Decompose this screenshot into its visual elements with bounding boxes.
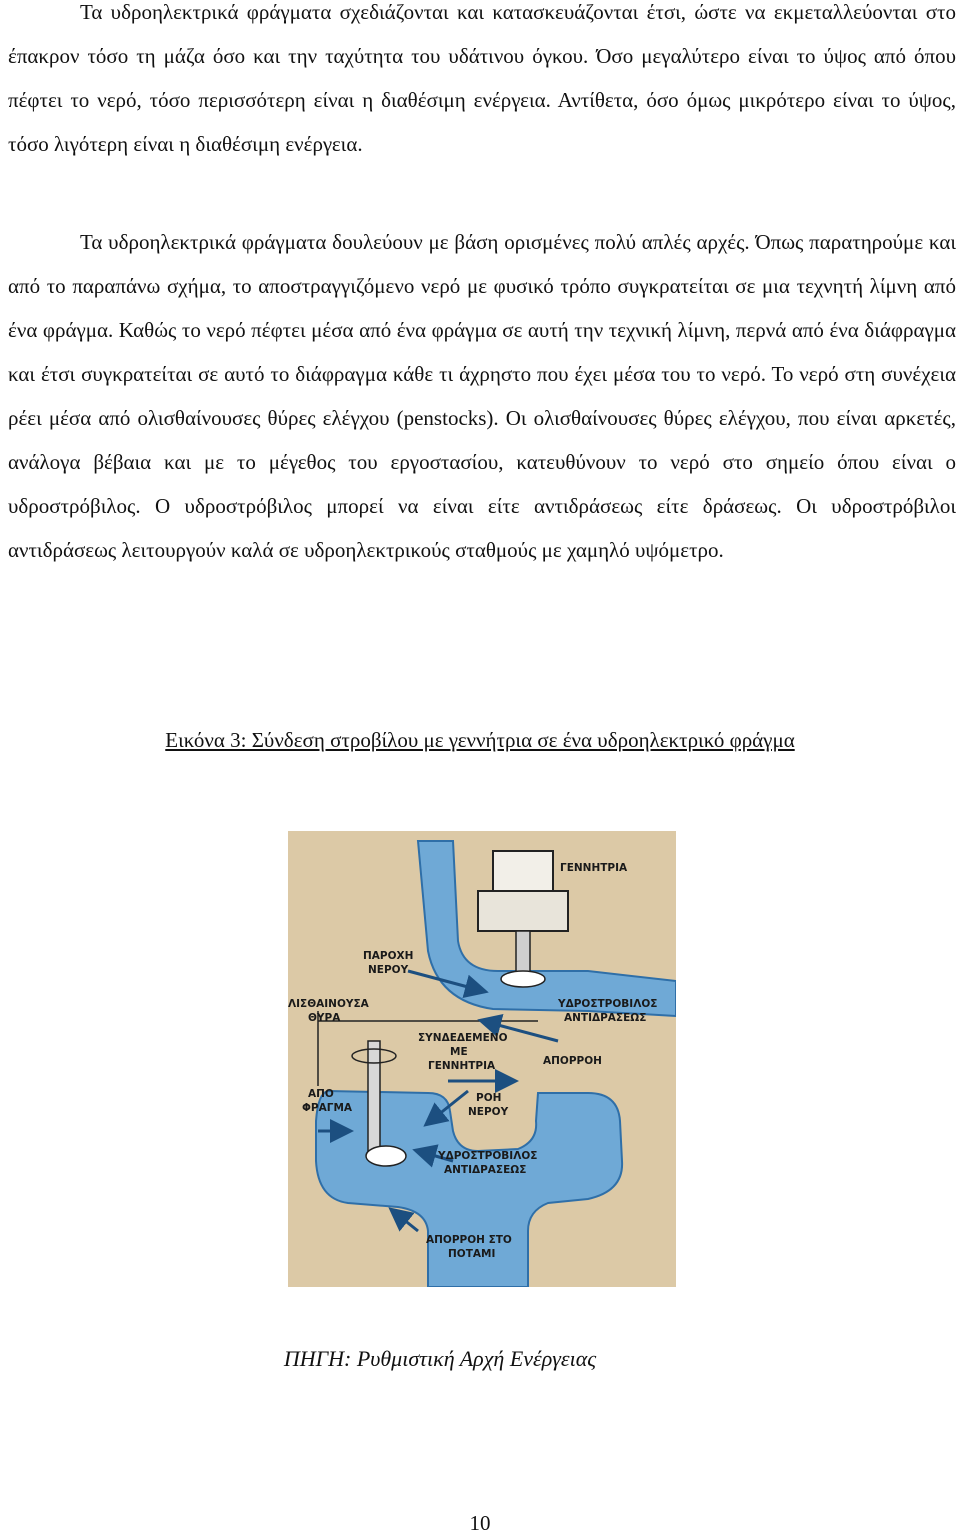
label-sliding-gate-2: ΘΥΡΑ [308,1012,341,1024]
paragraph-1: Τα υδροηλεκτρικά φράγματα σχεδιάζονται και κατασκευάζονται έτσι, ώστε να εκμεταλλεύονται στο έπακρον τόσο τη μάζα όσο και την ταχύτητα του υδάτινου όγκου. Όσο μεγαλύτερο είναι το ύψος από όπου πέφτει το νερό, τόσο περισσότερη είναι η διαθέσιμη ενέργεια. Αντίθετα, όσο όμως μικρότερο είναι το ύψος, τόσο λιγότερη είναι η διαθέσιμη ενέργεια. [8,0,956,156]
label-connected-3: ΓΕΝΝΗΤΡΙΑ [428,1060,496,1072]
label-outflow: ΑΠΟΡΡΟΗ [543,1055,602,1067]
figure-caption: Εικόνα 3: Σύνδεση στροβίλου με γεννήτρια σε ένα υδροηλεκτρικό φράγμα [165,728,795,752]
label-water-supply-1: ΠΑΡΟΧΗ [363,950,414,962]
label-water-flow-1: ΡΟΗ [476,1092,502,1104]
label-turbine-bottom-2: ΑΝΤΙΔΡΑΣΕΩΣ [444,1164,527,1176]
label-connected-2: ΜΕ [450,1046,468,1058]
label-turbine-top-2: ΑΝΤΙΔΡΑΣΕΩΣ [564,1012,647,1024]
label-to-river-2: ΠΟΤΑΜΙ [448,1248,496,1260]
upper-generator-icon [478,851,568,987]
label-generator: ΓΕΝΝΗΤΡΙΑ [560,862,628,874]
lower-shaft [368,1041,380,1151]
figure-source-text: ΠΗΓΗ: Ρυθμιστική Αρχή Ενέργειας [283,1346,597,1371]
page-number: 10 [469,1511,491,1535]
label-from-dam-2: ΦΡΑΓΜΑ [302,1102,353,1114]
label-to-river-1: ΑΠΟΡΡΟΗ ΣΤΟ [426,1234,512,1246]
diagram-svg [288,831,676,1287]
label-water-flow-2: ΝΕΡΟΥ [468,1106,509,1118]
hydro-dam-diagram [288,831,676,1287]
label-turbine-top-1: ΥΔΡΟΣΤΡΟΒΙΛΟΣ [558,998,658,1010]
label-sliding-gate-1: ΛΙΣΘΑΙΝΟΥΣΑ [288,998,369,1010]
label-from-dam-1: ΑΠΟ [308,1088,334,1100]
figure-source [0,1346,960,1372]
label-connected-1: ΣΥΝΔΕΔΕΜΕΝΟ [418,1032,508,1044]
label-water-supply-2: ΝΕΡΟΥ [368,964,409,976]
flow-arrow-7 [393,1211,418,1231]
label-turbine-bottom-1: ΥΔΡΟΣΤΡΟΒΙΛΟΣ [438,1150,538,1162]
paragraph-2: Τα υδροηλεκτρικά φράγματα δουλεύουν με βάση ορισμένες πολύ απλές αρχές. Όπως παρατηρούμε και από το παραπάνω σχήμα, το αποστραγγιζόμενο νερό με φυσικό τρόπο συγκρατείται σε μια τεχνητή λίμνη από ένα φράγμα. Καθώς το νερό πέφτει μέσα από ένα φράγμα σε αυτή την τεχνική λίμνη, περνά από ένα διάφραγμα και έτσι συγκρατείται σε αυτό το διάφραγμα κάθε τι άχρηστο που έχει μέσα του το νερό. Το νερό στη συνέχεια ρέει μέσα από ολισθαίνουσες θύρες ελέγχου (penstocks). Οι ολισθαίνουσες θύρες ελέγχου, που είναι αρκετές, ανάλογα βέβαια και με το μέγεθος του εργοστασίου, κατευθύνουν το νερό στο σημείο όπου είναι ο υδροστρόβιλος. Ο υδροστρόβιλος μπορεί να είναι είτε αντιδράσεως είτε δράσεως. Οι υδροστρόβιλοι αντιδράσεως λειτουργούν καλά σε υδροηλεκτρικούς σταθμούς με χαμηλό υψόμετρο. [8,230,956,562]
